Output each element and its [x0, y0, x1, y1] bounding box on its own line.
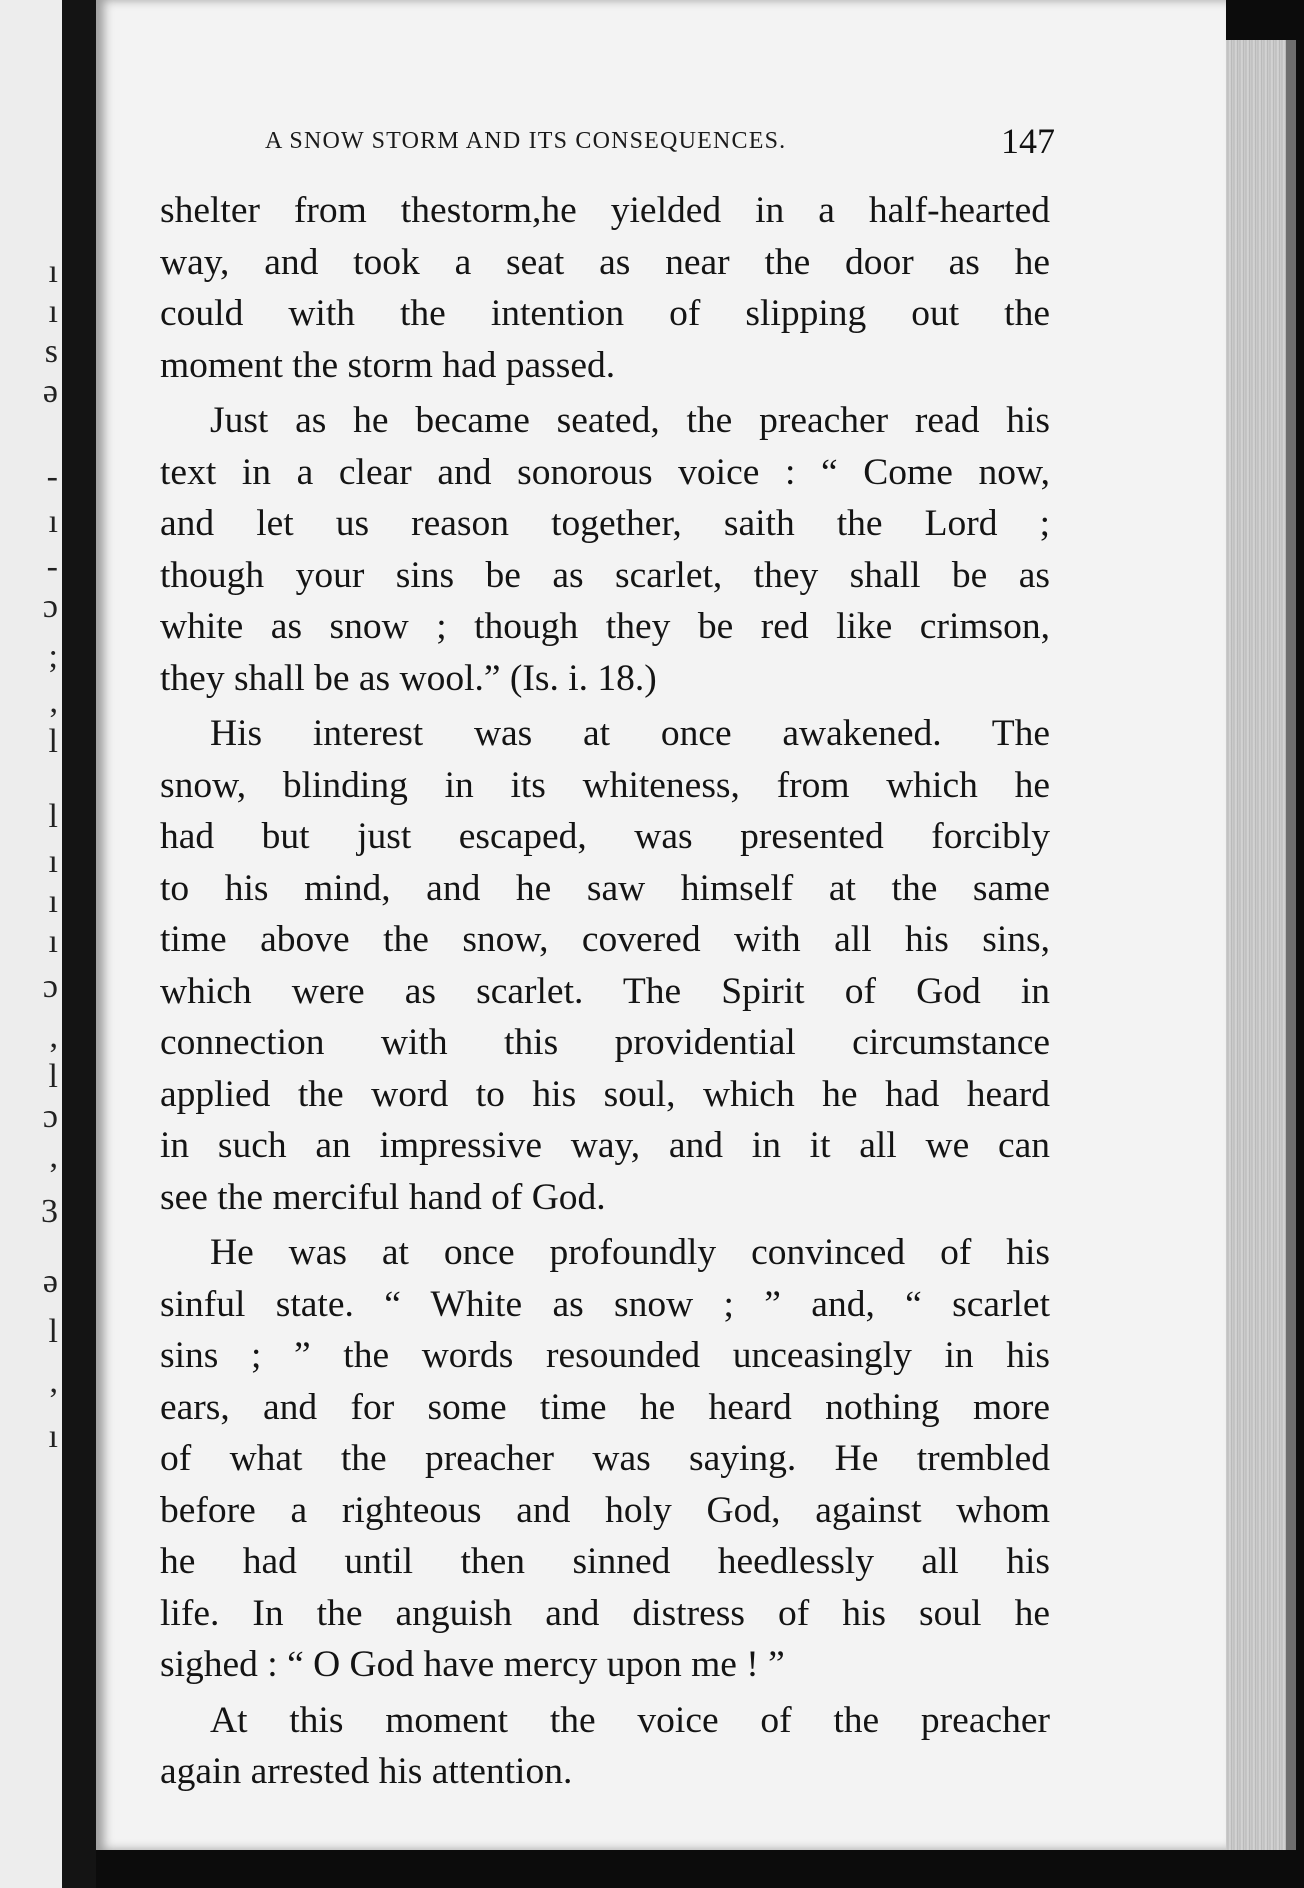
facing-page-char: ı: [48, 1418, 58, 1455]
text-line: snow, blinding in its whiteness, from which he: [160, 764, 1050, 806]
text-line: moment the storm had passed.: [160, 344, 616, 386]
page-block-edges: [1226, 40, 1296, 1850]
text-line: At this moment the voice of the preacher: [210, 1699, 1050, 1741]
text-line: Just as he became seated, the preacher read his: [210, 400, 1050, 441]
facing-page-char: ı: [48, 883, 58, 920]
facing-page-char: ı: [48, 843, 58, 880]
text-line: sighed : “ O God have mercy upon me ! ”: [160, 1644, 785, 1685]
text-line: see the merciful hand of God.: [160, 1176, 606, 1218]
text-line: they shall be as wool.” (Is. i. 18.): [160, 657, 657, 699]
paragraph: [160, 185, 1050, 391]
facing-page-char: ə: [42, 373, 58, 410]
facing-page-char: l: [48, 798, 58, 835]
facing-page-char: -: [46, 548, 58, 585]
facing-page-char: l: [48, 723, 58, 760]
text-line: could with the intention of slipping out the: [160, 293, 1050, 334]
facing-page-char: ɔ: [42, 588, 58, 625]
text-line: sinful state. “ White as snow ; ” and, “ scarlet: [160, 1283, 1050, 1325]
body-text: [160, 185, 1050, 1798]
facing-page-char: ı: [48, 503, 58, 540]
text-line: time above the snow, covered with all his sins,: [160, 919, 1050, 960]
text-line: white as snow ; though they be red like crimson,: [160, 606, 1050, 647]
text-line: though your sins be as scarlet, they shall be as: [160, 554, 1050, 596]
facing-page-char: ə: [42, 1263, 58, 1300]
facing-page-char: ,: [49, 683, 58, 720]
running-head: A SNOW STORM AND ITS CONSEQUENCES.: [265, 128, 787, 154]
text-line: His interest was at once awakened. The: [210, 713, 1050, 754]
text-line: again arrested his attention.: [160, 1751, 573, 1792]
text-line: applied the word to his soul, which he had heard: [160, 1073, 1050, 1115]
facing-page-char: 3: [41, 1193, 58, 1230]
text-line: which were as scarlet. The Spirit of God in: [160, 970, 1050, 1012]
facing-page-char: s: [44, 333, 58, 370]
page-header: [265, 120, 1055, 170]
paragraph: [160, 1227, 1050, 1691]
paragraph: [160, 708, 1050, 1223]
facing-page-char: -: [46, 458, 58, 495]
facing-page-char: ,: [49, 1138, 58, 1175]
page-number: 147: [1001, 121, 1055, 161]
facing-page-char: ɔ: [42, 1098, 58, 1135]
text-line: of what the preacher was saying. He trembled: [160, 1438, 1050, 1479]
text-line: way, and took a seat as near the door as he: [160, 241, 1050, 283]
facing-page-char: ;: [48, 638, 58, 675]
facing-page-edge: [0, 0, 62, 1888]
facing-page-char: ,: [49, 1018, 58, 1055]
text-line: sins ; ” the words resounded unceasingly in his: [160, 1335, 1050, 1376]
facing-page-char: l: [48, 1058, 58, 1095]
text-line: text in a clear and sonorous voice : “ Come now,: [160, 451, 1050, 493]
facing-page-char: ɔ: [42, 968, 58, 1005]
text-line: he had until then sinned heedlessly all his: [160, 1541, 1050, 1582]
facing-page-char: ,: [49, 1363, 58, 1400]
text-line: and let us reason together, saith the Lord ;: [160, 503, 1050, 544]
text-line: shelter from thestorm,he yielded in a half-hearted: [160, 190, 1050, 231]
text-line: before a righteous and holy God, against whom: [160, 1489, 1050, 1531]
facing-page-char: l: [48, 1313, 58, 1350]
facing-page-char: ı: [48, 253, 58, 290]
text-line: had but just escaped, was presented forcibly: [160, 816, 1050, 857]
text-line: ears, and for some time he heard nothing more: [160, 1386, 1050, 1428]
text-line: to his mind, and he saw himself at the same: [160, 867, 1050, 909]
text-line: in such an impressive way, and in it all we can: [160, 1125, 1050, 1166]
text-line: life. In the anguish and distress of his soul he: [160, 1592, 1050, 1634]
text-line: connection with this providential circumstance: [160, 1022, 1050, 1063]
text-line: He was at once profoundly convinced of his: [210, 1232, 1050, 1273]
paragraph: [160, 395, 1050, 704]
facing-page-char: ı: [48, 293, 58, 330]
facing-page-char: ı: [48, 923, 58, 960]
book-gutter: [62, 0, 96, 1888]
paragraph: [160, 1695, 1050, 1798]
